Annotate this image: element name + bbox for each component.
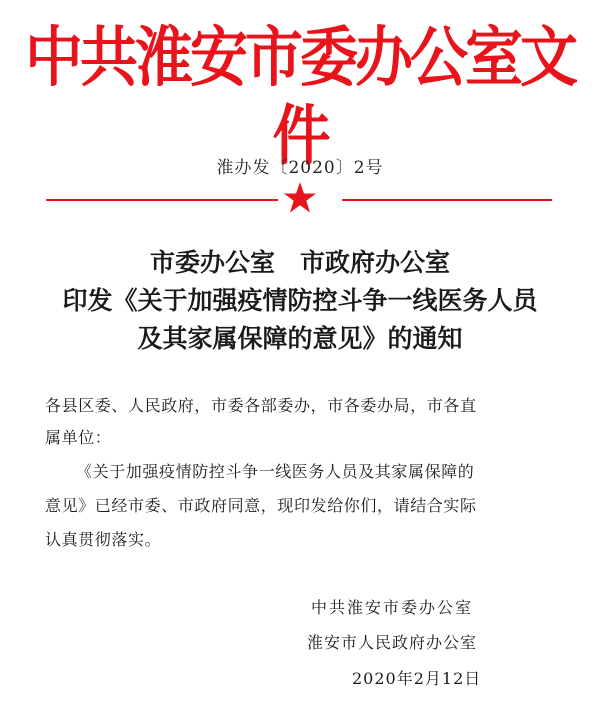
body-line: 认真贯彻落实。 bbox=[45, 530, 162, 549]
body-line: 意见》已经市委、市政府同意，现印发给你们，请结合实际 bbox=[45, 496, 477, 515]
star-icon bbox=[283, 181, 317, 215]
notice-title-line-2: 印发《关于加强疫情防控斗争一线医务人员 bbox=[62, 286, 538, 315]
notice-title-line-1: 市委办公室 市政府办公室 bbox=[149, 248, 450, 277]
notice-title-line-3: 及其家属保障的意见》的通知 bbox=[137, 324, 463, 353]
red-divider-left bbox=[46, 199, 278, 201]
red-divider-right bbox=[342, 199, 552, 201]
document-header-title: 中共淮安市委办公室文件 bbox=[24, 19, 575, 174]
signature-date: 2020年2月12日 bbox=[352, 669, 482, 688]
document-number: 淮办发〔2020〕2号 bbox=[216, 158, 384, 178]
signature-org-2: 淮安市人民政府办公室 bbox=[307, 633, 478, 652]
body-line: 属单位： bbox=[45, 428, 112, 447]
body-line: 各县区委、人民政府，市委各部委办，市各委办局，市各直 bbox=[45, 396, 477, 415]
signature-org-1: 中共淮安市委办公室 bbox=[311, 598, 474, 617]
body-line: 《关于加强疫情防控斗争一线医务人员及其家属保障的 bbox=[76, 462, 475, 481]
